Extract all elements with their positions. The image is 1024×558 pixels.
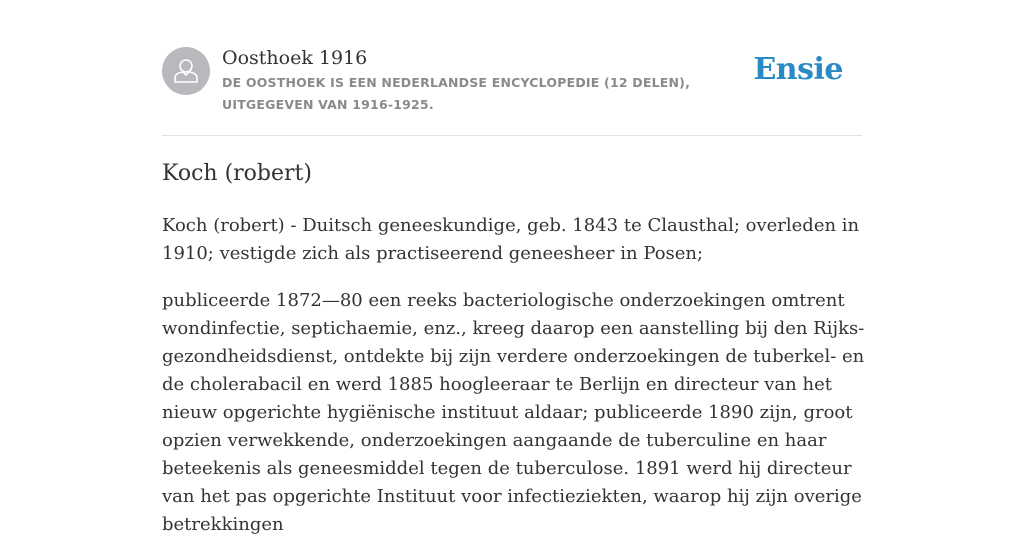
article-title: Koch (robert) <box>162 161 312 186</box>
brand-logo[interactable]: Ensie <box>753 52 843 87</box>
article-paragraph: Koch (robert) - Duitsch geneeskundige, geb. 1843 te Clausthal; overleden in 1910; vestigde zich als practiseerend geneesheer in Posen; <box>162 215 860 264</box>
source-header <box>162 46 862 116</box>
article-body <box>162 212 866 558</box>
user-silhouette-icon <box>162 47 210 95</box>
source-title[interactable]: Oosthoek 1916 <box>222 47 368 69</box>
article-paragraph: publiceerde 1872—80 een reeks bacteriologische onderzoekingen omtrent wondinfectie, septichaemie, enz., kreeg daarop een aanstelling bij den Rijks-gezondheidsdienst, ontdekte bij zijn verdere onderzoekingen de tuberkel- en de cholerabacil en werd 1885 hoogleeraar te Berlijn en directeur van het nieuw opgerichte hygiënische instituut aldaar; publiceerde 1890 zijn, groot opzien verwekkende, onderzoekingen aangaande de tuberculine en haar beteekenis als geneesmiddel tegen de tuberculose. 1891 werd hij directeur van het pas opgerichte Instituut voor infectieziekten, waarop hij zijn overige betrekkingen <box>162 290 865 535</box>
avatar[interactable] <box>162 47 210 95</box>
divider <box>162 135 862 136</box>
source-description: DE OOSTHOEK IS EEN NEDERLANDSE ENCYCLOPEDIE (12 DELEN), UITGEGEVEN VAN 1916-1925. <box>222 75 691 112</box>
